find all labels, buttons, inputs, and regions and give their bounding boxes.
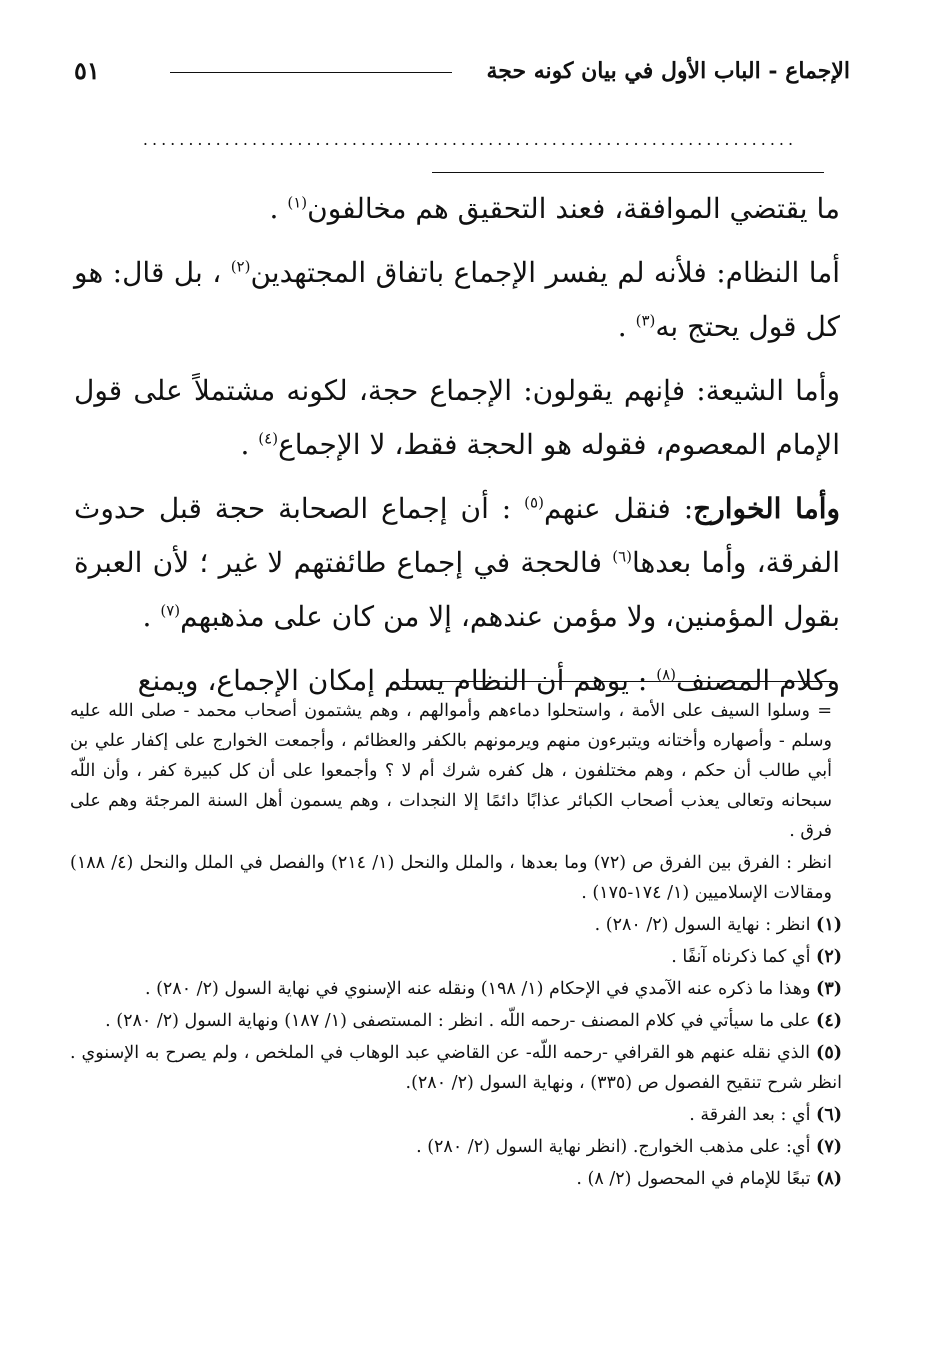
paragraph-4-text-c: فالحجة في إجماع طائفتهم لا غير ؛ لأن العبرة بقول المؤمنين، ولا مؤمن عندهم، إلا من كان على مذهبهم	[74, 546, 840, 633]
paragraph-2-text-b: ، بل قال: هو كل قول يحتج به	[74, 256, 840, 343]
main-text	[74, 182, 840, 718]
footnote-2	[70, 942, 842, 972]
paragraph-4-tail: .	[142, 600, 161, 633]
footnote-ref-7: (٧)	[160, 601, 181, 620]
paragraph-3	[74, 364, 840, 472]
footnote-ref-4: (٤)	[258, 429, 279, 448]
footnotes	[70, 696, 842, 1196]
footnote-3-number: (٣)	[816, 979, 842, 999]
footnote-4-number: (٤)	[816, 1011, 842, 1031]
paragraph-2	[74, 246, 840, 354]
paragraph-1	[74, 182, 840, 236]
footnote-ref-5: (٥)	[524, 493, 544, 512]
footnote-ref-2: (٢)	[230, 257, 251, 276]
paragraph-3-text: وأما الشيعة: فإنهم يقولون: الإجماع حجة، لكونه مشتملاً على قول الإمام المعصوم، فقوله هو الحجة فقط، لا الإجماع	[74, 374, 840, 461]
footnote-7-text: أي: على مذهب الخوارج. (انظر نهاية السول (٢/ ٢٨٠) .	[416, 1137, 817, 1157]
footnote-rule	[402, 681, 834, 682]
footnote-ref-6: (٦)	[612, 547, 632, 566]
footnote-1-text: انظر : نهاية السول (٢/ ٢٨٠) .	[594, 915, 817, 935]
footnote-6-number: (٦)	[816, 1105, 842, 1125]
paragraph-4-text-a: : فنقل عنهم	[543, 492, 694, 525]
footnote-7	[70, 1132, 842, 1162]
footnote-5-text: الذي نقله عنهم هو القرافي -رحمه اللّه- عن القاضي عبد الوهاب في الملخص ، ولم يصرح به الإسنوي . انظر شرح تنقيح الفصول ص (٣٣٥) ، ونهاية السول (٢/ ٢٨٠).	[70, 1043, 842, 1093]
footnote-5	[70, 1038, 842, 1098]
footnote-2-text: أي كما ذكرناه آنفًا .	[671, 947, 817, 967]
footnote-4-text: على ما سيأتي في كلام المصنف -رحمه اللّه . انظر : المستصفى (١/ ١٨٧) ونهاية السول (٢/ ٢٨٠) .	[105, 1011, 817, 1031]
footnote-8	[70, 1164, 842, 1194]
paragraph-1-text: ما يقتضي الموافقة، فعند التحقيق هم مخالفون	[307, 192, 840, 225]
page-header	[70, 52, 850, 100]
footnote-8-number: (٨)	[816, 1169, 842, 1189]
paragraph-4-text-b: : أن إجماع الصحابة حجة قبل حدوث الفرقة، وأما بعدها	[74, 492, 840, 579]
footnote-7-number: (٧)	[816, 1137, 842, 1157]
footnote-8-text: تبعًا للإمام في المحصول (٢/ ٨) .	[576, 1169, 817, 1189]
paragraph-3-tail: .	[240, 428, 259, 461]
page-number: ٥١	[74, 56, 100, 85]
footnote-ref-3: (٣)	[635, 311, 656, 330]
header-rule	[170, 72, 452, 73]
footnote-3-text: وهذا ما ذكره عنه الآمدي في الإحكام (١/ ١٩٨) ونقله عنه الإسنوي في نهاية السول (٢/ ٢٨٠) .	[144, 979, 817, 999]
footnote-ref-1: (١)	[287, 193, 308, 212]
footnote-4	[70, 1006, 842, 1036]
footnote-1-number: (١)	[816, 915, 842, 935]
paragraph-2-tail: .	[617, 310, 636, 343]
footnote-see-also: انظر : الفرق بين الفرق ص (٧٢) وما بعدها ، والملل والنحل (١/ ٢١٤) والفصل في الملل والنحل (٤/ ١٨٨) ومقالات الإسلاميين (١/ ١٧٤-١٧٥) .	[70, 853, 832, 903]
footnote-3	[70, 974, 842, 1004]
running-title: الإجماع - الباب الأول في بيان كونه حجة	[486, 58, 850, 84]
paragraph-4-lead: وأما الخوارج	[693, 492, 840, 525]
paragraph-2-text-a: أما النظام: فلأنه لم يفسر الإجماع باتفاق المجتهدين	[250, 256, 841, 289]
footnote-5-number: (٥)	[816, 1043, 842, 1063]
footnote-6	[70, 1100, 842, 1130]
footnote-2-number: (٢)	[816, 947, 842, 967]
footnote-ref-8: (٨)	[656, 665, 676, 684]
section-rule	[432, 172, 824, 173]
paragraph-5-text-b: : يوهم أن النظام يسلم إمكان الإجماع، ويمنع	[137, 664, 657, 697]
paragraph-5-text-a: وكلام المصنف	[675, 664, 840, 697]
paragraph-4	[74, 482, 840, 644]
separator-dots: ........................................................................	[142, 130, 798, 149]
paragraph-1-tail: .	[269, 192, 288, 225]
footnote-6-text: أي : بعد الفرقة .	[689, 1105, 817, 1125]
footnote-continuation: = وسلوا السيف على الأمة ، واستحلوا دماءهم وأموالهم ، وهم يشتمون أصحاب محمد - صلى الله عليه وسلم - وأصهاره وأختانه ويتبرءون منهم ويرمونهم بالكفر والعظائم ، وأجمعت الخوارج على إكفار علي بن أبي طالب أن حكم ، وهم مختلفون ، هل كفره شرك أم لا ؟ وأجمعوا على أن كل كبيرة كفر ، وأن اللّه سبحانه وتعالى يعذب أصحاب الكبائر عذابًا دائمًا إلا النجدات ، وهم يسمون أهل السنة المرجئة وهم على فرق .	[70, 701, 832, 841]
footnote-1	[70, 910, 842, 940]
